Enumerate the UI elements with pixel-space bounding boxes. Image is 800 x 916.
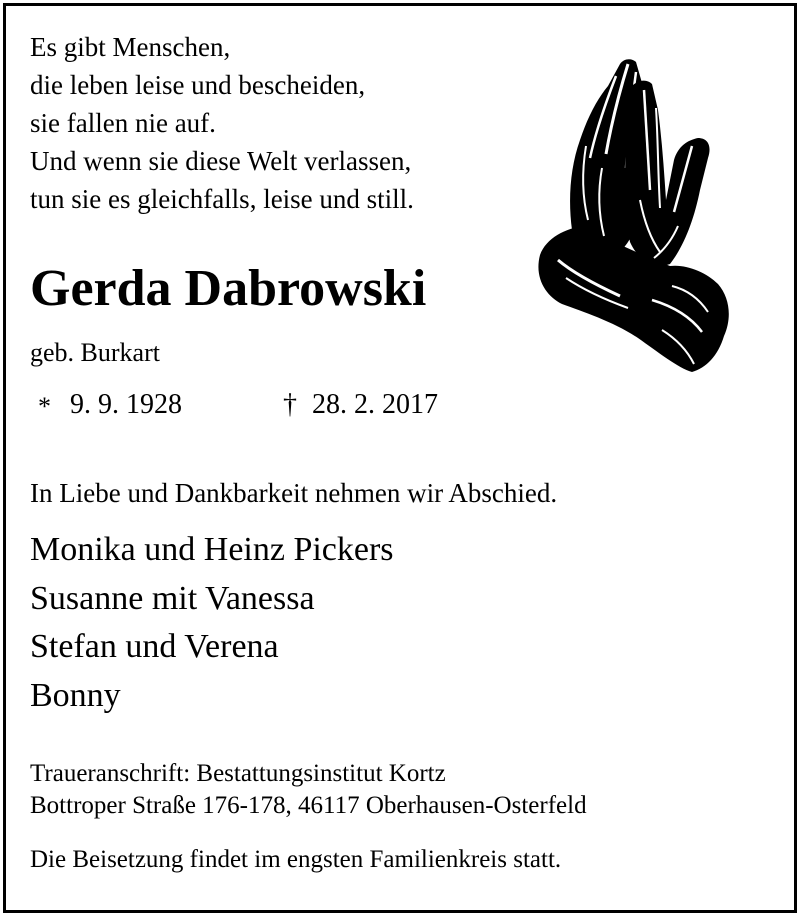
poem-line: Es gibt Menschen, bbox=[30, 32, 231, 62]
mourner-name: Bonny bbox=[30, 676, 121, 714]
mourner-name: Monika und Heinz Pickers bbox=[30, 531, 394, 568]
praying-hands-icon bbox=[532, 50, 732, 375]
burial-note: Die Beisetzung findet im engsten Familienkreis statt. bbox=[30, 846, 562, 873]
mourners-list bbox=[30, 526, 394, 720]
maiden-name: geb. Burkart bbox=[30, 338, 160, 367]
poem-line: die leben leise und bescheiden, bbox=[30, 70, 366, 100]
death-cross-icon: † bbox=[283, 389, 297, 420]
poem-line: Und wenn sie diese Welt verlassen, bbox=[30, 146, 412, 176]
address-line: Traueranschrift: Bestattungsinstitut Kortz bbox=[30, 760, 446, 787]
mourner-name: Stefan und Verena bbox=[30, 628, 279, 665]
poem-line: tun sie es gleichfalls, leise und still. bbox=[30, 184, 414, 214]
birth-date: 9. 9. 1928 bbox=[70, 389, 182, 420]
poem bbox=[30, 28, 414, 218]
mourning-address bbox=[30, 758, 587, 822]
birth-star-icon: * bbox=[38, 392, 51, 421]
death-date: 28. 2. 2017 bbox=[312, 389, 438, 420]
poem-line: sie fallen nie auf. bbox=[30, 108, 216, 138]
mourner-name: Susanne mit Vanessa bbox=[30, 579, 315, 617]
farewell-text: In Liebe und Dankbarkeit nehmen wir Abschied. bbox=[30, 478, 558, 508]
deceased-name: Gerda Dabrowski bbox=[30, 260, 427, 317]
address-line: Bottroper Straße 176-178, 46117 Oberhausen-Osterfeld bbox=[30, 792, 587, 819]
